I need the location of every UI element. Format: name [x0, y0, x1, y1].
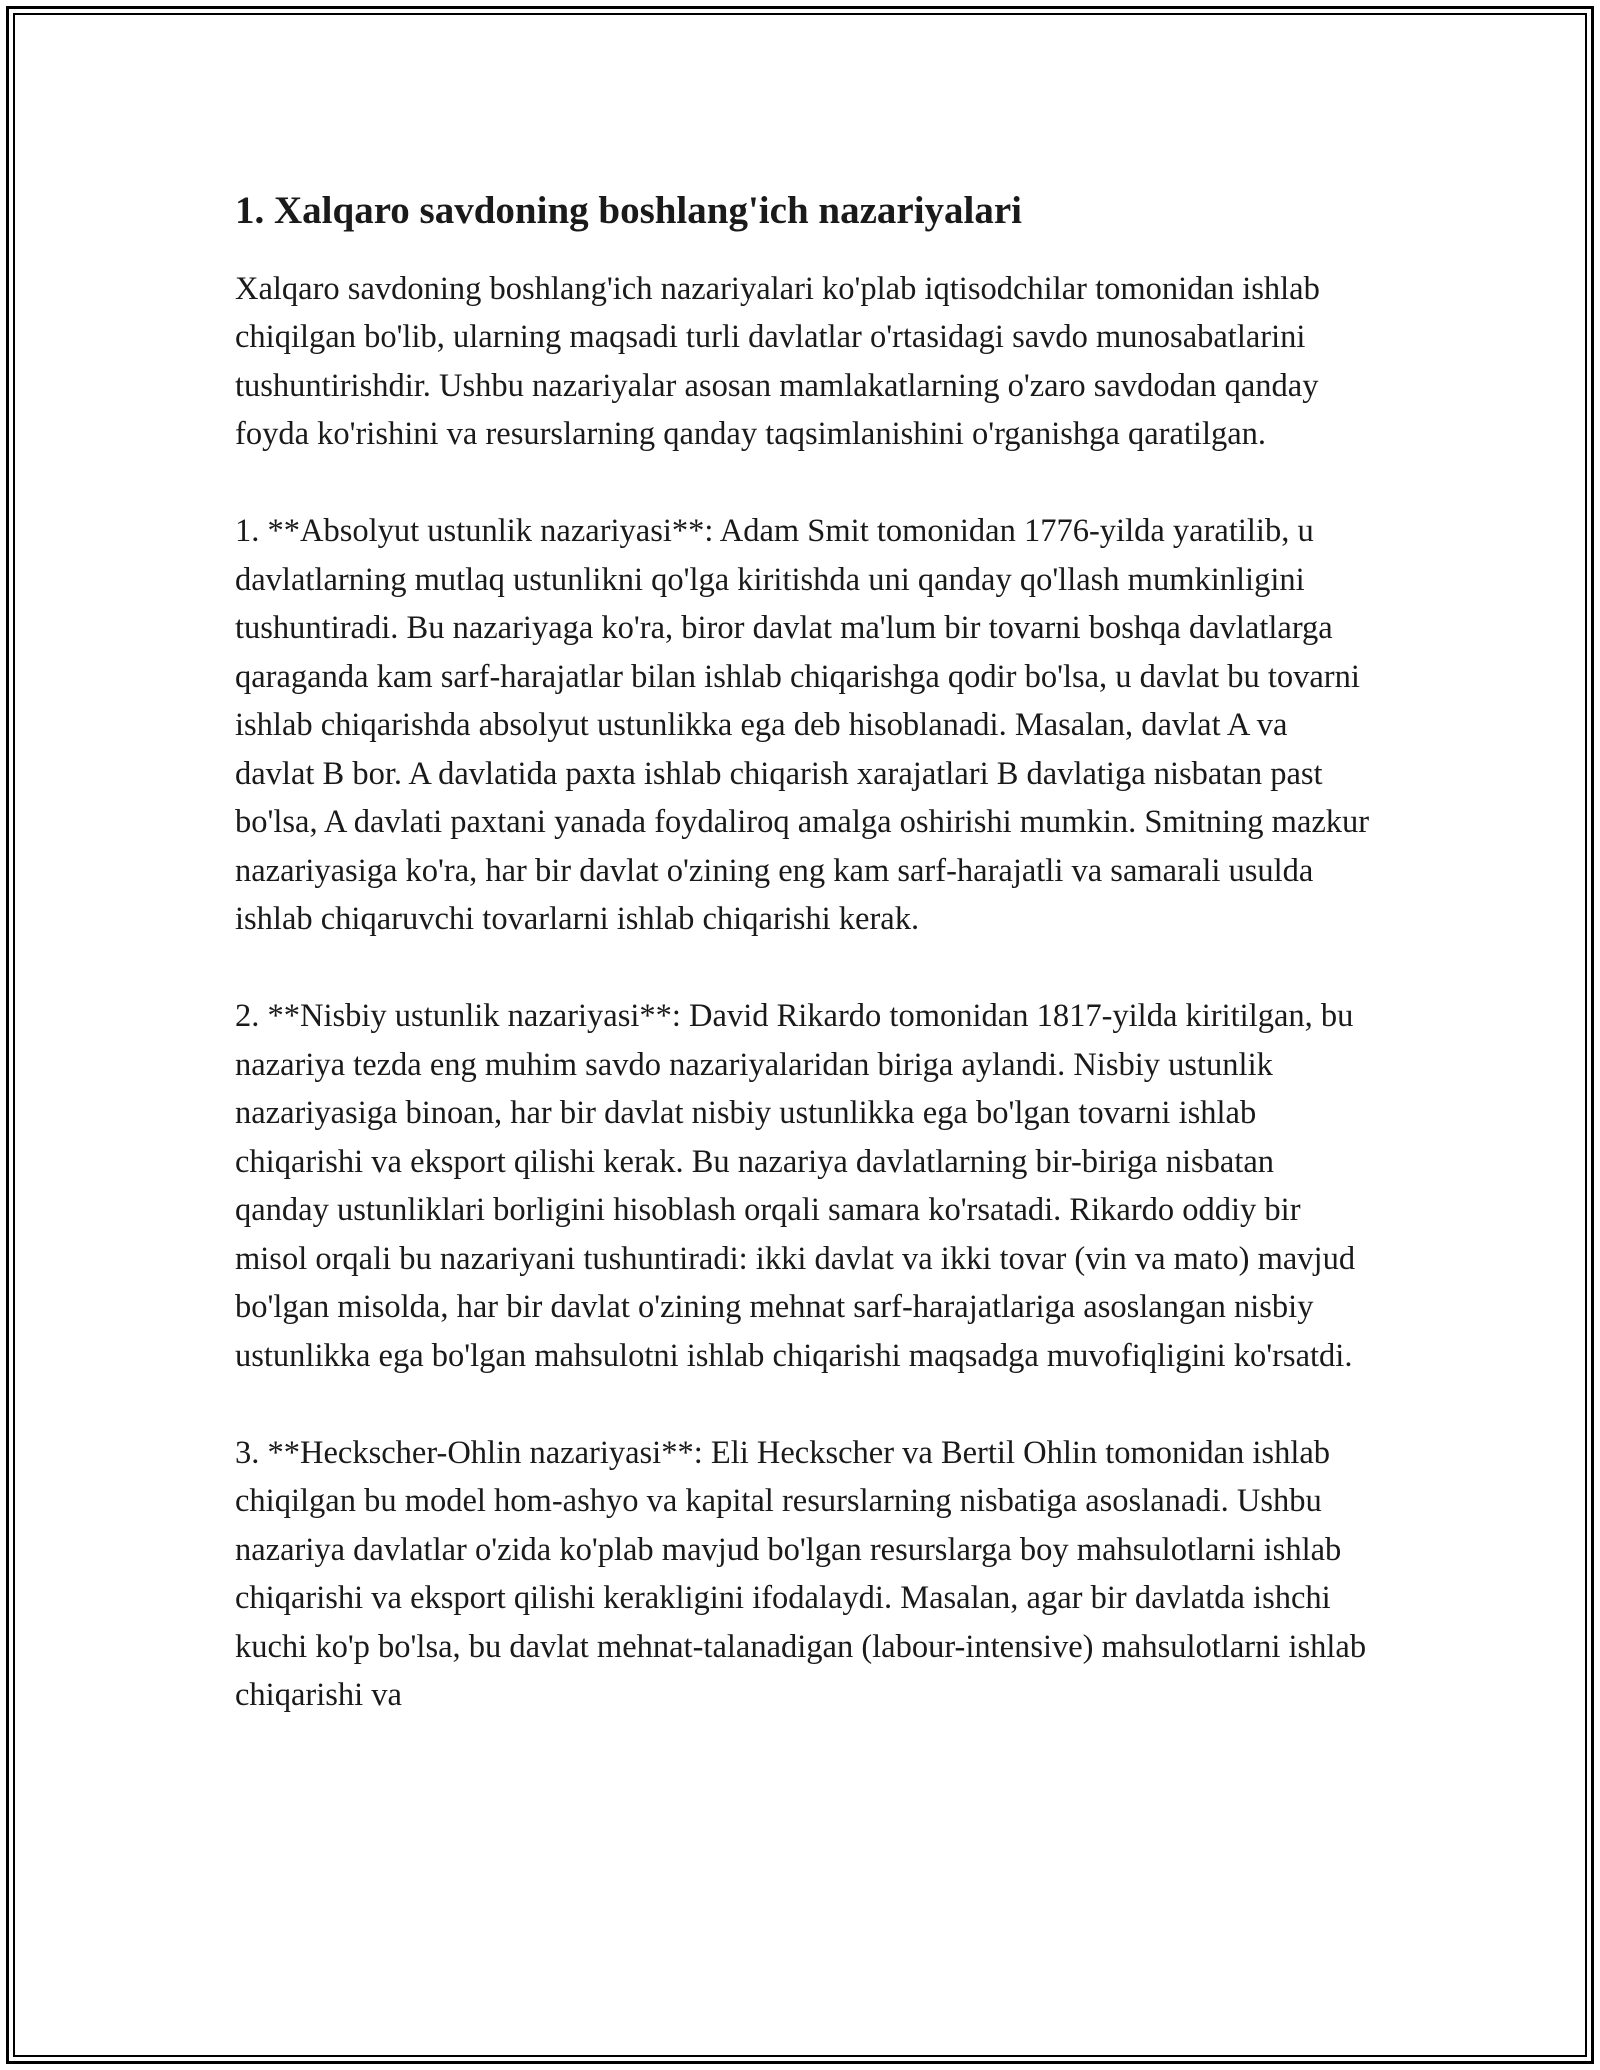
comparative-advantage-paragraph: 2. **Nisbiy ustunlik nazariyasi**: David Rikardo tomonidan 1817-yilda kiritilgan, bu nazariya tezda eng muhim savdo nazariyalaridan biriga aylandi. Nisbiy ustunlik nazariyasiga binoan, har bir davlat nisbiy ustunlikka ega bo'lgan tovarni ishlab chiqarishi va eksport qilishi kerak. Bu nazariya davlatlarning bir-biriga nisbatan qanday ustunliklari borligini hisoblash orqali samara ko'rsatadi. Rikardo oddiy bir misol orqali bu nazariyani tushuntiradi: ikki davlat va ikki tovar (vin va mato) mavjud bo'lgan misolda, har bir davlat o'zining mehnat sarf-harajatlariga asoslangan nisbiy ustunlikka ega bo'lgan mahsulotni ishlab chiqarishi maqsadga muvofiqligini ko'rsatdi. [235, 998, 1356, 1374]
intro-paragraph: Xalqaro savdoning boshlang'ich nazariyalari ko'plab iqtisodchilar tomonidan ishlab chiqilgan bo'lib, ularning maqsadi turli davlatlar o'rtasidagi savdo munosabatlarini tushuntirishdir. Ushbu nazariyalar asosan mamlakatlarning o'zaro savdodan qanday foyda ko'rishini va resurslarning qanday taqsimlanishini o'rganishga qaratilgan. [235, 270, 1320, 453]
heckscher-ohlin-paragraph: 3. **Heckscher-Ohlin nazariyasi**: Eli Heckscher va Bertil Ohlin tomonidan ishlab chiqilgan bu model hom-ashyo va kapital resurslarning nisbatiga asoslanadi. Ushbu nazariya davlatlar o'zida ko'plab mavjud bo'lgan resurslarga boy mahsulotlarni ishlab chiqarishi va eksport qilishi kerakligini ifodalaydi. Masalan, agar bir davlatda ishchi kuchi ko'p bo'lsa, bu davlat mehnat-talanadigan (labour-intensive) mahsulotlarni ishlab chiqarishi va [235, 1434, 1367, 1714]
document-body [235, 186, 1370, 1768]
section-heading: 1. Xalqaro savdoning boshlang'ich nazariyalari [235, 189, 1023, 232]
absolute-advantage-paragraph: 1. **Absolyut ustunlik nazariyasi**: Adam Smit tomonidan 1776-yilda yaratilib, u davlatlarning mutlaq ustunlikni qo'lga kiritishda uni qanday qo'llash mumkinligini tushuntiradi. Bu nazariyaga ko'ra, biror davlat ma'lum bir tovarni boshqa davlatlarga qaraganda kam sarf-harajatlar bilan ishlab chiqarishga qodir bo'lsa, u davlat bu tovarni ishlab chiqarishda absolyut ustunlikka ega deb hisoblanadi. Masalan, davlat A va davlat B bor. A davlatida paxta ishlab chiqarish xarajatlari B davlatiga nisbatan past bo'lsa, A davlati paxtani yanada foydaliroq amalga oshirishi mumkin. Smitning mazkur nazariyasiga ko'ra, har bir davlat o'zining eng kam sarf-harajatli va samarali usulda ishlab chiqaruvchi tovarlarni ishlab chiqarishi kerak. [235, 513, 1370, 938]
